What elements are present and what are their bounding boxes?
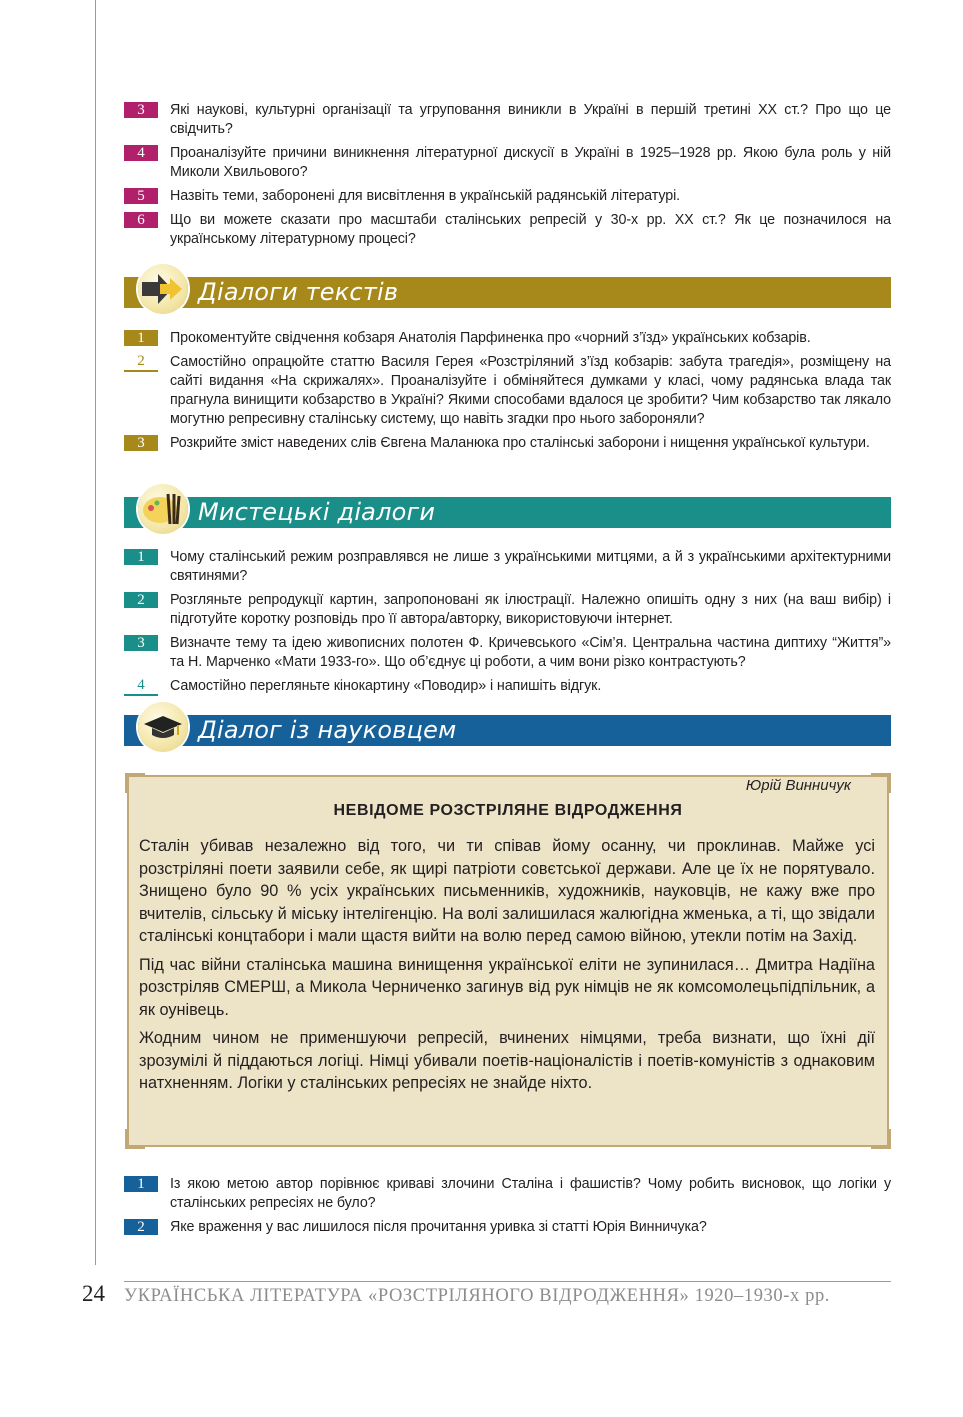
question-number: 3 bbox=[124, 102, 158, 118]
essay-author: Юрій Винничук bbox=[745, 777, 851, 794]
question-number: 1 bbox=[124, 549, 158, 565]
corner-ornament bbox=[871, 1129, 891, 1149]
list-item bbox=[124, 434, 891, 453]
question-text: Самостійно опрацюйте статтю Василя Герея «Розстріляний з’їзд кобзарів: забута трагедія», розміщену на сайті видання «На скрижалях». Проаналізуйте і обміняйтеся думками у класі, чому радянська влада так прагнула винищити кобзарство в Україні? Якими способами вдалося це зробити? Чим кобзарство так лякало могутню репресивну сталінську систему, що навіть згадки про нього забороняли? bbox=[170, 354, 891, 427]
section-header-scholar bbox=[124, 715, 891, 746]
list-item bbox=[124, 548, 891, 586]
palette-icon bbox=[138, 484, 188, 534]
question-text: Розкрийте зміст наведених слів Євгена Маланюка про сталінські заборони і нищення української культури. bbox=[170, 435, 870, 451]
essay-paragraph: Сталін убивав незалежно від того, чи ти співав йому осанну, чи проклинав. Майже усі розстріляні поети заявили себе, як щирі патріоти совєтської держави. Але це їх не порятувало. Знищено було 90 % усіх українських письменників, художників, науковців, не кажу вже про вчителів, сільську й міську інтелігенцію. На волі залишилася жалюгідна жменька, а ті, що звідали сталінські концтабори і мали щастя вийти на волю перед самою війною, утекли потім на Захід. bbox=[139, 837, 875, 945]
list-item bbox=[124, 101, 891, 139]
list-item bbox=[124, 677, 891, 696]
question-number: 2 bbox=[124, 353, 158, 372]
question-text: Що ви можете сказати про масштаби сталінських репресій у 30-х рр. ХХ ст.? Як це позначилося на українському літературному процесі? bbox=[170, 212, 891, 247]
section-title: Мистецькі діалоги bbox=[198, 498, 436, 526]
question-number: 1 bbox=[124, 330, 158, 346]
question-number: 2 bbox=[124, 592, 158, 608]
section-title: Діалог із науковцем bbox=[198, 716, 457, 744]
list-item bbox=[124, 1218, 891, 1237]
section-header-texts bbox=[124, 277, 891, 308]
question-text: Які наукові, культурні організації та угруповання виникли в Україні в першій третині ХХ ст.? Про що це свідчить? bbox=[170, 102, 891, 137]
question-text: Визначте тему та ідею живописних полотен Ф. Кричевського «Сім’я. Центральна частина диптиху “Життя”» та Н. Марченко «Мати 1933-го». Що об’єднує ці роботи, а чим вони різко контрастують? bbox=[170, 635, 891, 670]
texts-questions-list bbox=[124, 329, 891, 458]
arts-questions-list bbox=[124, 548, 891, 701]
question-number: 3 bbox=[124, 635, 158, 651]
top-questions-list bbox=[124, 101, 891, 254]
section-title: Діалоги текстів bbox=[198, 278, 399, 306]
arrows-icon bbox=[138, 264, 188, 314]
question-text: Яке враження у вас лишилося після прочитання уривка зі статті Юрія Винничука? bbox=[170, 1219, 707, 1235]
list-item bbox=[124, 329, 891, 348]
corner-ornament bbox=[125, 1129, 145, 1149]
graduation-cap-icon bbox=[138, 702, 188, 752]
question-text: Назвіть теми, заборонені для висвітлення в українській радянській літературі. bbox=[170, 188, 681, 204]
list-item bbox=[124, 591, 891, 629]
list-item bbox=[124, 353, 891, 429]
corner-ornament bbox=[125, 773, 145, 793]
essay-title: НЕВІДОМЕ РОЗСТРІЛЯНЕ ВІДРОДЖЕННЯ bbox=[333, 802, 683, 819]
corner-ornament bbox=[871, 773, 891, 793]
list-item bbox=[124, 211, 891, 249]
list-item bbox=[124, 187, 891, 206]
list-item bbox=[124, 634, 891, 672]
question-text: Прокоментуйте свідчення кобзаря Анатолія Парфиненка про «чорний з’їзд» українських кобзарів. bbox=[170, 330, 811, 346]
list-item bbox=[124, 144, 891, 182]
question-number: 6 bbox=[124, 212, 158, 228]
scholar-questions-list bbox=[124, 1175, 891, 1242]
essay-paragraph: Жодним чином не применшуючи репресій, вчинених німцями, треба визнати, що їхні дії зрозумілі й піддаються логіці. Німці убивали поетів-націоналістів і поетів-комуністів з однаковим натхненням. Логіки у сталінських репресіях не знайде ніхто. bbox=[139, 1029, 875, 1092]
essay-paragraph: Під час війни сталінська машина винищення української еліти не зупинилася… Дмитра Надіїна розстріляв СМЕРШ, а Микола Черниченко загинув від рук німців не як комсомолецьпідпільник, а як оунівець. bbox=[139, 955, 875, 1019]
question-text: Із якою метою автор порівнює криваві злочини Сталіна і фашистів? Чому робить висновок, що логіки у сталінських репресіях не було? bbox=[170, 1176, 891, 1211]
running-title: УКРАЇНСЬКА ЛІТЕРАТУРА «РОЗСТРІЛЯНОГО ВІДРОДЖЕННЯ» 1920–1930-х рр. bbox=[124, 1286, 831, 1306]
list-item bbox=[124, 1175, 891, 1213]
question-text: Чому сталінський режим розправлявся не лише з українськими митцями, а й з українськими архітектурними святинями? bbox=[170, 549, 891, 584]
section-header-arts bbox=[124, 497, 891, 528]
footer-rule bbox=[124, 1281, 891, 1282]
question-number: 2 bbox=[124, 1219, 158, 1235]
question-text: Розгляньте репродукції картин, запропоновані як ілюстрації. Належно опишіть одну з них (на ваш вибір) і підготуйте коротку розповідь про її автора/авторку, використовуючи інтернет. bbox=[170, 592, 891, 627]
page-margin-rule bbox=[95, 0, 96, 1265]
question-number: 1 bbox=[124, 1176, 158, 1192]
question-number: 3 bbox=[124, 435, 158, 451]
question-text: Самостійно перегляньте кінокартину «Поводир» і напишіть відгук. bbox=[170, 678, 602, 694]
question-number: 4 bbox=[124, 677, 158, 696]
essay-body bbox=[139, 835, 875, 1101]
question-number: 5 bbox=[124, 188, 158, 204]
essay-box bbox=[127, 775, 889, 1147]
page-number: 24 bbox=[82, 1281, 105, 1306]
question-number: 4 bbox=[124, 145, 158, 161]
question-text: Проаналізуйте причини виникнення літературної дискусії в Україні в 1925–1928 рр. Якою була роль у ній Миколи Хвильового? bbox=[170, 145, 891, 180]
